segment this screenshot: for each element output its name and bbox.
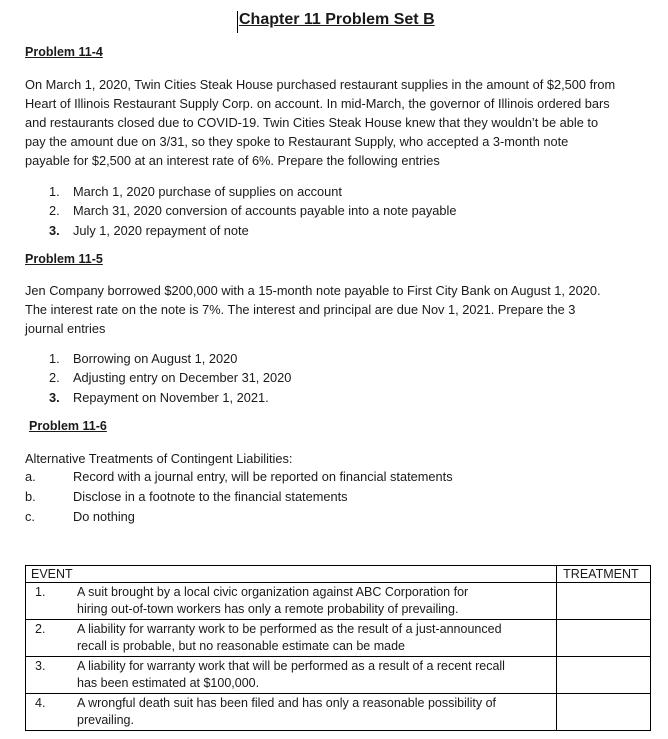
list-number: 1. <box>49 184 60 200</box>
problem-11-6-heading: Problem 11-6 <box>29 419 107 433</box>
event-number: 1. <box>35 585 46 599</box>
paragraph-line: On March 1, 2020, Twin Cities Steak House purchased restaurant supplies in the amount of $2,500 from <box>25 77 616 92</box>
list-item <box>49 388 291 407</box>
table-row <box>26 657 651 694</box>
paragraph-line: Heart of Illinois Restaurant Supply Corp. on account. In mid-March, the governor of Illinois ordered bars <box>25 96 610 111</box>
paragraph-line: The interest rate on the note is 7%. The interest and principal are due Nov 1, 2021. Prepare the 3 <box>25 302 576 317</box>
problem-11-6-intro <box>25 449 650 468</box>
paragraph-line: and restaurants closed due to COVID-19. Twin Cities Steak House knew that they wouldn’t be able to <box>25 115 599 130</box>
list-number: 3. <box>49 222 60 238</box>
paragraph-line: pay the amount due on 3/31, so they spoke to Restaurant Supply, who accepted a 3-month note <box>25 134 569 149</box>
event-line: A wrongful death suit has been filed and has only a reasonable possibility of <box>77 696 497 710</box>
list-number: 2. <box>49 203 60 219</box>
list-text: July 1, 2020 repayment of note <box>73 222 249 238</box>
list-item <box>49 182 456 201</box>
event-text <box>77 695 556 729</box>
table-row <box>26 620 651 657</box>
event-number: 2. <box>35 622 46 636</box>
event-text <box>77 658 556 692</box>
list-text: Do nothing <box>73 508 135 524</box>
treatment-cell[interactable] <box>557 620 651 657</box>
table-row <box>26 694 651 731</box>
event-line: has been estimated at $100,000. <box>77 676 260 690</box>
event-line: A liability for warranty work to be performed as the result of a just-announced <box>77 622 502 636</box>
treatment-options-list <box>25 467 453 526</box>
event-line: A liability for warranty work that will be performed as a result of a recent recall <box>77 659 505 673</box>
event-header-cell <box>26 566 557 583</box>
list-number: 2. <box>49 370 60 386</box>
list-item <box>25 487 453 507</box>
event-line: A suit brought by a local civic organization against ABC Corporation for <box>77 585 469 599</box>
treatment-cell[interactable] <box>557 694 651 731</box>
page-title <box>239 11 435 29</box>
list-number: 3. <box>49 389 60 405</box>
paragraph-line: payable for $2,500 at an interest rate of 6%. Prepare the following entries <box>25 153 440 168</box>
problem-11-4-heading: Problem 11-4 <box>25 45 103 59</box>
list-item <box>49 201 456 220</box>
event-header: EVENT <box>31 567 73 581</box>
problem-11-4-paragraph <box>25 75 650 170</box>
list-item <box>49 349 291 368</box>
list-text: Disclose in a footnote to the financial statements <box>73 489 348 505</box>
problem-11-5-paragraph <box>25 281 650 338</box>
list-text: Borrowing on August 1, 2020 <box>73 351 238 367</box>
event-line: hiring out-of-town workers has only a remote probability of prevailing. <box>77 602 459 616</box>
event-text <box>77 584 556 618</box>
list-item <box>49 221 456 240</box>
list-letter: a. <box>25 469 36 485</box>
problem-11-5-list <box>49 349 291 407</box>
table-row <box>26 583 651 620</box>
list-text: March 1, 2020 purchase of supplies on account <box>73 184 342 200</box>
table-header-row <box>26 566 651 583</box>
intro-line: Alternative Treatments of Contingent Liabilities: <box>25 451 293 466</box>
text-cursor <box>237 11 238 33</box>
list-letter: b. <box>25 489 36 505</box>
treatment-cell[interactable] <box>557 657 651 694</box>
paragraph-line: journal entries <box>25 321 106 336</box>
list-item <box>49 368 291 387</box>
event-line: recall is probable, but no reasonable estimate can be made <box>77 639 405 653</box>
problem-11-5-heading: Problem 11-5 <box>25 252 103 266</box>
event-line: prevailing. <box>77 713 134 727</box>
list-text: March 31, 2020 conversion of accounts payable into a note payable <box>73 203 457 219</box>
page-title-text: Chapter 11 Problem Set B <box>239 11 435 28</box>
treatment-header: TREATMENT <box>563 567 639 581</box>
list-text: Adjusting entry on December 31, 2020 <box>73 370 292 386</box>
problem-11-4-list <box>49 182 456 240</box>
event-treatment-table <box>25 565 651 731</box>
event-cell <box>26 583 557 620</box>
list-number: 1. <box>49 351 60 367</box>
event-number: 4. <box>35 696 46 710</box>
list-text: Record with a journal entry, will be reported on financial statements <box>73 469 453 485</box>
list-letter: c. <box>25 508 35 524</box>
list-item <box>25 506 453 526</box>
list-text: Repayment on November 1, 2021. <box>73 389 269 405</box>
list-item <box>25 467 453 487</box>
event-cell <box>26 620 557 657</box>
treatment-cell[interactable] <box>557 583 651 620</box>
event-number: 3. <box>35 659 46 673</box>
event-cell <box>26 694 557 731</box>
event-text <box>77 621 556 655</box>
treatment-header-cell <box>557 566 651 583</box>
paragraph-line: Jen Company borrowed $200,000 with a 15-month note payable to First City Bank on August 1, 2020. <box>25 283 601 298</box>
event-cell <box>26 657 557 694</box>
